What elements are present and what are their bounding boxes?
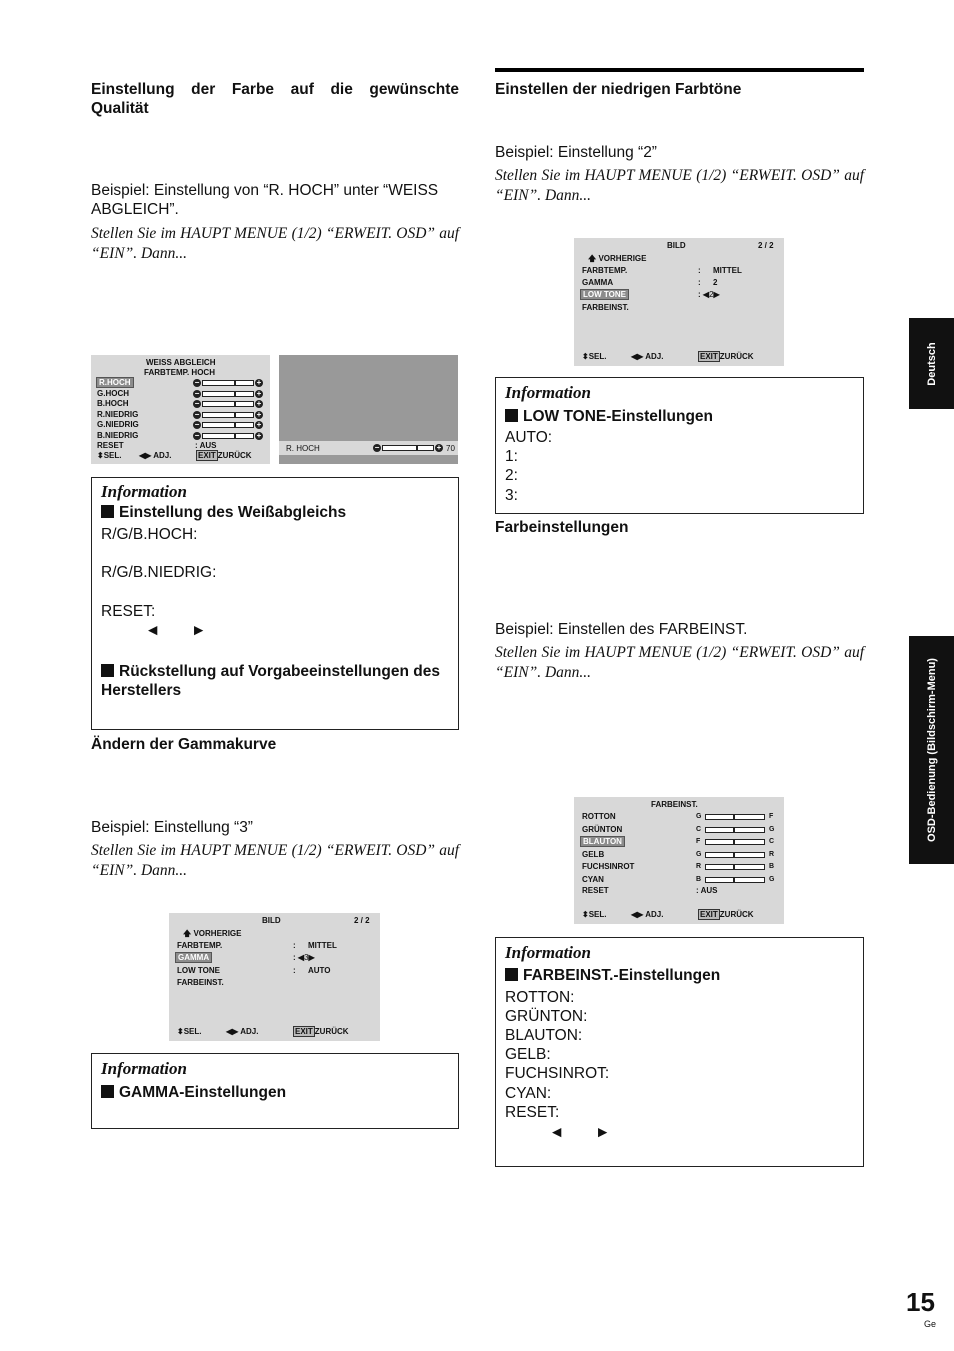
square-bullet-icon xyxy=(505,968,518,981)
instruction-4: Stellen Sie im HAUPT MENUE (1/2) “ERWEIT. OSD” auf “EIN”. Dann... xyxy=(495,644,864,681)
info-box-low-tone: Information LOW TONE-Einstellungen AUTO: 1: 2: 3: xyxy=(495,377,864,514)
osd-color-row-label: ROTTON xyxy=(582,812,616,821)
plus-icon: + xyxy=(256,420,262,429)
page-number: 15 xyxy=(906,1287,935,1317)
updown-icon: ⬍ xyxy=(177,1027,184,1036)
arrow-left-icon: ◄ xyxy=(145,622,161,639)
osd-footer: ⬍SEL. xyxy=(97,451,122,460)
language-code: Ge xyxy=(924,1319,937,1329)
osd-color-level-bar xyxy=(705,877,765,883)
minus-icon: − xyxy=(194,388,200,398)
osd-rhoch-screen xyxy=(279,355,458,464)
up-arrow-icon: 🡅 xyxy=(183,929,192,938)
left-right-icon: ◀▶ xyxy=(139,451,152,460)
osd-color-right-letter: C xyxy=(769,838,775,845)
osd-color-row-label: FUCHSINROT xyxy=(582,862,635,871)
osd-color-level-bar xyxy=(705,827,765,833)
osd-bild-lowtone: BILD 2 / 2 🡅 VORHERIGE FARBTEMP. : MITTEL GAMMA : 2 LOW TONE : ◀2▶ FARBEINST. ⬍SEL. ◀▶ ADJ. EXIT ZURÜCK xyxy=(574,238,784,366)
osd-wb-level-bar xyxy=(202,401,254,407)
osd-bild-gamma: BILD 2 / 2 🡅 VORHERIGE FARBTEMP. : MITTEL GAMMA : ◀3▶ LOW TONE : AUTO FARBEINST. ⬍SEL. ◀▶ ADJ. EXIT ZURÜCK xyxy=(169,913,380,1041)
minus-icon: − xyxy=(194,420,200,429)
minus-icon: − xyxy=(194,399,200,408)
osd-color-left-letter: F xyxy=(696,838,701,845)
rhoch-level-bar xyxy=(382,445,434,451)
arrow-right-icon: ► xyxy=(191,622,207,639)
heading-color-quality: Einstellung der Farbe auf die gewünschte Qualität xyxy=(91,81,459,117)
osd-color-right-letter: F xyxy=(769,813,774,820)
left-right-icon: ◀▶ xyxy=(226,1027,239,1036)
left-right-icon: ◀▶ xyxy=(631,352,644,361)
selected-row: LOW TONE xyxy=(580,289,629,300)
osd-title: WEISS ABGLEICH xyxy=(146,358,216,367)
heading-low-tone: Einstellen der niedrigen Farbtöne xyxy=(495,81,742,98)
osd-white-balance: WEISS ABGLEICH FARBTEMP. HOCH R.HOCH − + G.HOCH − + B.HOCH − + R.NIEDRIG − + G.NIEDRIG − + B.NIEDRIG − + RESET : AUS ⬍SEL. ◀▶ ADJ. EXIT ZURÜCK xyxy=(91,355,270,464)
osd-color-level-bar xyxy=(705,814,765,820)
osd-color-row-label: GRÜNTON xyxy=(582,824,623,834)
osd-color-level-bar xyxy=(705,852,765,858)
osd-wb-row-label: G.NIEDRIG xyxy=(97,420,139,429)
info-box-gamma: Information GAMMA-Einstellungen xyxy=(91,1053,459,1129)
side-tab-section: OSD-Bedienung (Bildschirm-Menu) xyxy=(909,636,954,864)
osd-color-row-label: GELB xyxy=(582,849,605,859)
osd-color-left-letter: B xyxy=(696,875,702,883)
osd-wb-row-label: R.NIEDRIG xyxy=(97,409,139,419)
arrow-left-icon: ◄ xyxy=(549,1124,565,1141)
osd-wb-level-bar xyxy=(202,422,254,428)
updown-icon: ⬍ xyxy=(97,451,104,460)
osd-color-level-bar xyxy=(705,864,765,870)
minus-icon: − xyxy=(194,378,200,387)
exit-icon: EXIT xyxy=(198,451,216,460)
osd-color-level-bar xyxy=(705,839,765,845)
square-bullet-icon xyxy=(101,505,114,518)
minus-icon: − xyxy=(374,443,380,452)
info-title: Einstellung des Weißabgleichs xyxy=(101,503,346,522)
plus-icon: + xyxy=(436,443,442,452)
osd-wb-row-label: B.HOCH xyxy=(97,399,129,408)
plus-icon: + xyxy=(256,430,262,440)
osd-color-right-letter: B xyxy=(769,863,775,870)
osd-wb-level-bar xyxy=(202,412,254,418)
osd-color-left-letter: R xyxy=(696,863,702,870)
osd-wb-level-bar xyxy=(202,380,254,386)
updown-icon: ⬍ xyxy=(582,352,589,361)
osd-wb-row-label: G.HOCH xyxy=(97,388,129,398)
plus-icon: + xyxy=(256,378,262,387)
info-box-color: Information FARBEINST.-Einstellungen ROTTON: GRÜNTON: BLAUTON: GELB: FUCHSINROT: CYAN: RESET: ◄ ► xyxy=(495,937,864,1167)
osd-rhoch-bar: R. HOCH − + 70 xyxy=(279,441,458,455)
example-low-tone: Beispiel: Einstellung “2” xyxy=(495,144,657,161)
up-arrow-icon: 🡅 xyxy=(588,254,597,263)
osd-color-right-letter: G xyxy=(769,825,775,833)
exit-icon: EXIT xyxy=(295,1027,313,1036)
osd-wb-row-label: R.HOCH xyxy=(96,378,134,387)
osd-color-left-letter: G xyxy=(696,813,702,820)
heading-color-settings: Farbeinstellungen xyxy=(495,519,629,536)
exit-icon: EXIT xyxy=(700,352,718,361)
osd-color-row-label: CYAN xyxy=(582,874,604,884)
osd-color-right-letter: R xyxy=(769,850,775,858)
instruction-1: Stellen Sie im HAUPT MENUE (1/2) “ERWEIT. OSD” auf “EIN”. Dann... xyxy=(91,225,459,262)
side-tab-language: Deutsch xyxy=(909,318,954,409)
square-bullet-icon xyxy=(101,1085,114,1098)
osd-color-row-label: BLAUTON xyxy=(580,837,625,846)
osd-color-left-letter: G xyxy=(696,850,702,858)
selected-row: GAMMA xyxy=(175,952,212,963)
updown-icon: ⬍ xyxy=(582,910,589,919)
plus-icon: + xyxy=(256,388,262,398)
arrow-right-icon: ► xyxy=(595,1124,611,1141)
instruction-3: Stellen Sie im HAUPT MENUE (1/2) “ERWEIT. OSD” auf “EIN”. Dann... xyxy=(495,167,864,204)
heading-gamma: Ändern der Gammakurve xyxy=(91,736,277,753)
osd-wb-row-label: B.NIEDRIG xyxy=(97,430,139,440)
instruction-2: Stellen Sie im HAUPT MENUE (1/2) “ERWEIT. OSD” auf “EIN”. Dann... xyxy=(91,842,459,879)
top-rule xyxy=(495,68,864,72)
osd-color-right-letter: G xyxy=(769,875,775,883)
osd-color-left-letter: C xyxy=(696,825,702,833)
osd-wb-level-bar xyxy=(202,391,254,397)
example-rhoch: Beispiel: Einstellung von “R. HOCH” unter “WEISS ABGLEICH”. xyxy=(91,182,439,218)
example-gamma: Beispiel: Einstellung “3” xyxy=(91,819,253,836)
square-bullet-icon xyxy=(101,664,114,677)
square-bullet-icon xyxy=(505,409,518,422)
osd-reset-label: RESET xyxy=(97,441,124,450)
info-title-2: Rückstellung auf Vorgabeeinstellungen des Herstellers xyxy=(101,663,440,699)
osd-reset-value: : AUS xyxy=(195,441,217,450)
osd-color-settings: FARBEINST. ROTTON G F GRÜNTON C G BLAUTON F C GELB G R FUCHSINROT R B CYAN B G RESET : AUS ⬍SEL. ◀▶ ADJ. EXIT ZURÜCK xyxy=(574,797,784,924)
minus-icon: − xyxy=(194,430,200,440)
info-heading: Information xyxy=(101,482,187,501)
minus-icon: − xyxy=(194,409,200,419)
exit-icon: EXIT xyxy=(700,910,718,919)
info-box-white-balance: Information Einstellung des Weißabgleichs R/G/B.HOCH: R/G/B.NIEDRIG: RESET: ◄ ► Rückstellung auf Vorgabeeinstellungen des Herstellers xyxy=(91,477,459,730)
plus-icon: + xyxy=(256,409,262,419)
example-color: Beispiel: Einstellen des FARBEINST. xyxy=(495,621,748,638)
plus-icon: + xyxy=(256,399,262,408)
osd-wb-level-bar xyxy=(202,433,254,439)
left-right-icon: ◀▶ xyxy=(631,910,644,919)
osd-subtitle: FARBTEMP. HOCH xyxy=(144,368,215,377)
